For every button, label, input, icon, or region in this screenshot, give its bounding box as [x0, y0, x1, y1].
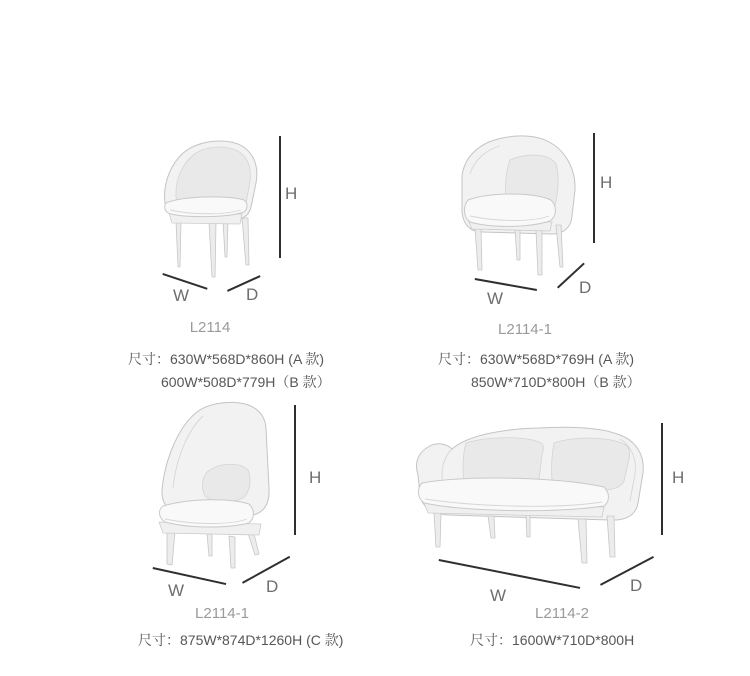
height-label: H — [672, 468, 685, 487]
product-code: L2114-1 — [498, 321, 552, 338]
lounge-armchair-sketch — [448, 128, 583, 288]
width-label: W — [168, 581, 185, 600]
dining-armchair-sketch — [152, 133, 277, 298]
size-spec-line: 尺寸：1600W*710D*800H — [470, 632, 635, 648]
product-code: L2114 — [189, 319, 231, 336]
depth-label: D — [266, 577, 279, 596]
size-spec-block — [128, 348, 331, 394]
height-label: H — [309, 468, 322, 487]
height-dimension-line — [279, 136, 281, 258]
height-dimension-line — [593, 133, 595, 243]
product-code: L2114-2 — [535, 605, 589, 622]
size-spec-block — [470, 629, 634, 652]
height-label: H — [285, 184, 298, 203]
height-dimension-line — [294, 405, 296, 535]
depth-label: D — [579, 278, 592, 297]
size-spec-line: 尺寸：630W*568D*769H (A 款) — [438, 351, 635, 367]
size-spec-line: 尺寸：875W*874D*1260H (C 款) — [138, 632, 344, 648]
depth-label: D — [246, 285, 259, 304]
width-label: W — [173, 286, 190, 305]
size-spec-block — [138, 629, 343, 652]
size-spec-line: 600W*508D*779H（B 款） — [161, 374, 331, 390]
height-dimension-line — [661, 423, 663, 535]
width-label: W — [490, 586, 507, 605]
size-spec-line: 尺寸：630W*568D*860H (A 款) — [128, 351, 325, 367]
two-seater-sofa-sketch — [408, 415, 658, 570]
depth-label: D — [630, 576, 643, 595]
size-spec-line: 850W*710D*800H（B 款） — [471, 374, 641, 390]
height-label: H — [600, 173, 613, 192]
size-spec-block — [438, 348, 641, 394]
product-code: L2114-1 — [195, 605, 249, 622]
width-label: W — [487, 289, 504, 308]
